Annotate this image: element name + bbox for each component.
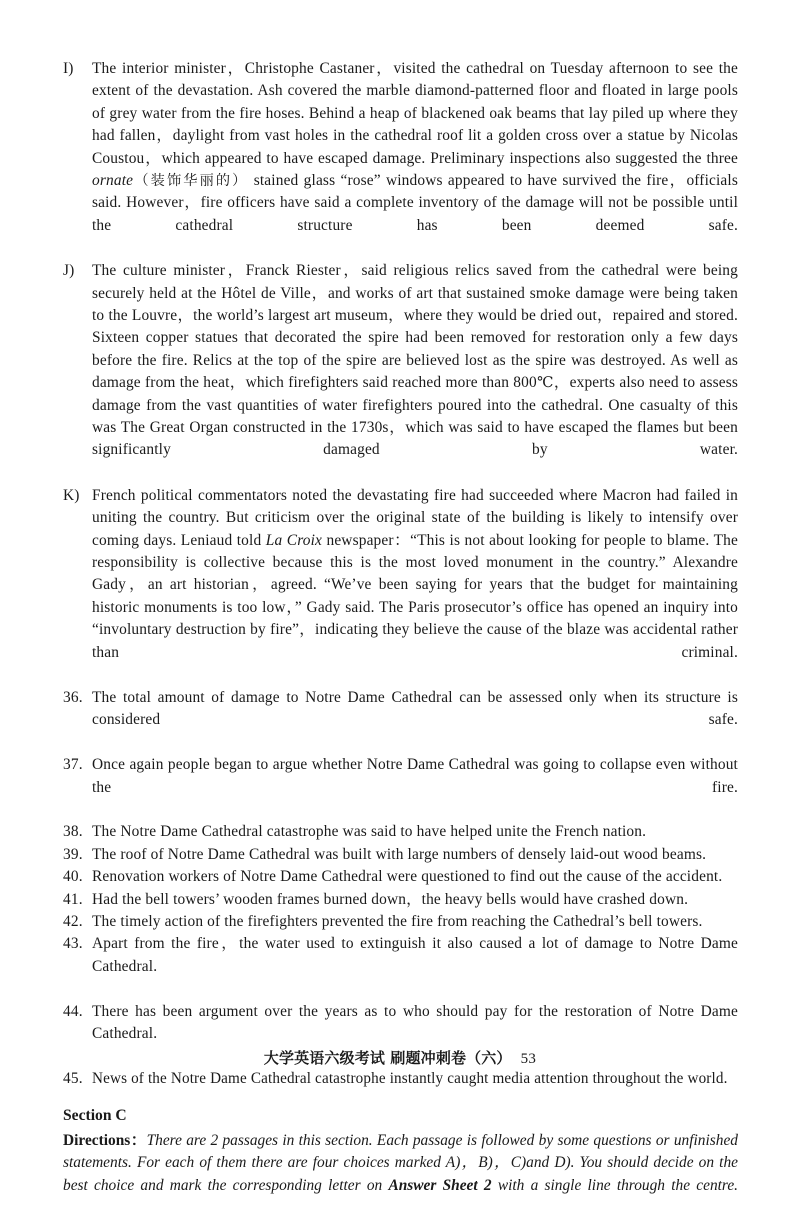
statement-text: There has been argument over the years as to who should pay for the restoration of Notre Dame Cathedral.: [92, 1002, 738, 1042]
statement-item: [63, 911, 738, 933]
answer-sheet-reference: Answer Sheet 2: [388, 1176, 492, 1194]
statement-number: 42.: [63, 912, 83, 930]
paragraph-j-text-1: The culture minister，Franck Riester，said religious relics saved from the cathedral were being securely held at the Hôtel de Ville，and works of art that sustained smoke damage were being taken to the Louvre，the world’s largest art museum，where they would be dried out，repaired and stored. Sixteen copper statues that decorated the spire had been removed for restoration only a few days before the fire. Relics at the top of the spire are believed lost as the spire was destroyed. As well as damage from the heat，which firefighters said reached more than 800: [92, 262, 738, 392]
statement-item: [63, 1068, 738, 1090]
page-content: [63, 58, 738, 1220]
statement-item: [63, 687, 738, 754]
section-c-heading: Section C: [63, 1107, 127, 1125]
statement-text: News of the Notre Dame Cathedral catastrophe instantly caught media attention throughout the world.: [92, 1069, 728, 1087]
statement-item: [63, 866, 738, 888]
statement-number: 37.: [63, 756, 83, 774]
paragraph-k-italic-term: La Croix: [265, 531, 323, 549]
statement-number: 41.: [63, 890, 83, 908]
paragraph-body-i: [92, 58, 738, 260]
statement-number: 45.: [63, 1069, 83, 1087]
directions-text-2: with a single line through the centre.: [491, 1176, 739, 1194]
footer-exam-title: 大学英语六级考试 刷题冲刺卷（六）: [263, 1049, 512, 1067]
paragraph-k-text-2: newspaper：“This is not about looking for people to blame. The responsibility is collective because this is the most loved monument in the country.” Alexandre Gady，an art historian，agreed. “We’ve been saying for years that the budget for maintaining historic monuments is too low，” Gady said. The Paris prosecutor’s office has opened an inquiry into “involuntary destruction by fire”，indicating they believe the cause of the blaze was accidental rather than criminal.: [92, 531, 738, 661]
paragraph-marker-i: I): [63, 60, 74, 77]
statement-text: The timely action of the firefighters prevented the fire from reaching the Cathedral’s bell towers.: [92, 912, 703, 930]
paragraph-i-gloss: （装饰华丽的）: [133, 173, 249, 190]
paragraph-k-text-1: French political commentators noted the devastating fire had succeeded where Macron had failed in uniting the country. But criticism over the original state of the building is likely to intensify over coming days. Leniaud told: [92, 486, 738, 549]
passage-paragraph-j: [63, 260, 738, 484]
paragraph-i-italic-term: ornate: [92, 172, 134, 190]
statement-item: [63, 844, 738, 866]
statement-text: The roof of Notre Dame Cathedral was built with large numbers of densely laid-out wood beams.: [92, 845, 707, 863]
paragraph-i-text-1: The interior minister，Christophe Castaner，visited the cathedral on Tuesday afternoon to see the extent of the devastation. Ash covered the marble diamond-patterned floor and floated in large pools of grey water from the fire hoses. Behind a heap of blackened oak beams that lay piled up where they had fallen，daylight from vast holes in the cathedral roof lit a golden cross over a statue by Nicolas Coustou，which appeared to have escaped damage. Preliminary inspections also suggested the three: [92, 60, 738, 167]
directions-text-1: There are 2 passages in this section. Each passage is followed by some questions or unfinished statements. For each of them there are four choices marked A)，B)，C)and D). You should decide on the best choice and mark the corresponding letter on: [63, 1131, 738, 1194]
footer-page-number: 53: [520, 1051, 537, 1067]
section-c-directions: [63, 1130, 738, 1220]
paragraph-marker-k: K): [63, 486, 80, 504]
passage-paragraph-i: [63, 58, 738, 260]
paragraph-marker-j: J): [63, 262, 75, 280]
paragraph-j-text-2: ，experts also need to assess damage from the vast quantities of water firefighters poured into the cathedral. One casualty of this was The Great Organ constructed in the 1730s，which was said to have escaped the flames but been significantly damaged by water.: [92, 374, 738, 459]
directions-label: Directions：: [63, 1131, 147, 1149]
degree-celsius-symbol: ℃: [536, 375, 554, 392]
passage-paragraph-k: [63, 485, 738, 687]
paragraph-body-k: [92, 485, 738, 687]
statement-item: [63, 933, 738, 1000]
statement-item: [63, 889, 738, 911]
statement-text: Once again people began to argue whether Notre Dame Cathedral was going to collapse even without the fire.: [92, 756, 738, 796]
statement-text: Apart from the fire，the water used to extinguish it also caused a lot of damage to Notre Dame Cathedral.: [92, 935, 738, 975]
statement-text: Had the bell towers’ wooden frames burned down，the heavy bells would have crashed down.: [92, 890, 689, 908]
statement-item: [63, 754, 738, 821]
statement-number: 44.: [63, 1002, 83, 1020]
directions-body: [63, 1132, 738, 1217]
statement-number: 43.: [63, 935, 83, 953]
statement-text: The total amount of damage to Notre Dame Cathedral can be assessed only when its structure is considered safe.: [92, 688, 738, 729]
paragraph-body-j: [92, 260, 738, 484]
statement-number: 36.: [63, 688, 83, 706]
statement-text: Renovation workers of Notre Dame Cathedral were questioned to find out the cause of the accident.: [92, 868, 723, 886]
page-footer: [0, 1047, 800, 1068]
statement-number: 40.: [63, 868, 83, 886]
statement-number: 39.: [63, 845, 83, 863]
statement-text: The Notre Dame Cathedral catastrophe was said to have helped unite the French nation.: [92, 823, 647, 841]
statement-number: 38.: [63, 823, 83, 841]
statement-item: [63, 821, 738, 843]
paragraph-i-text-2: stained glass “rose” windows appeared to have survived the fire，officials said. However，fire officers have said a complete inventory of the damage will not be possible until the cathedral structure has been deemed safe.: [92, 172, 738, 234]
